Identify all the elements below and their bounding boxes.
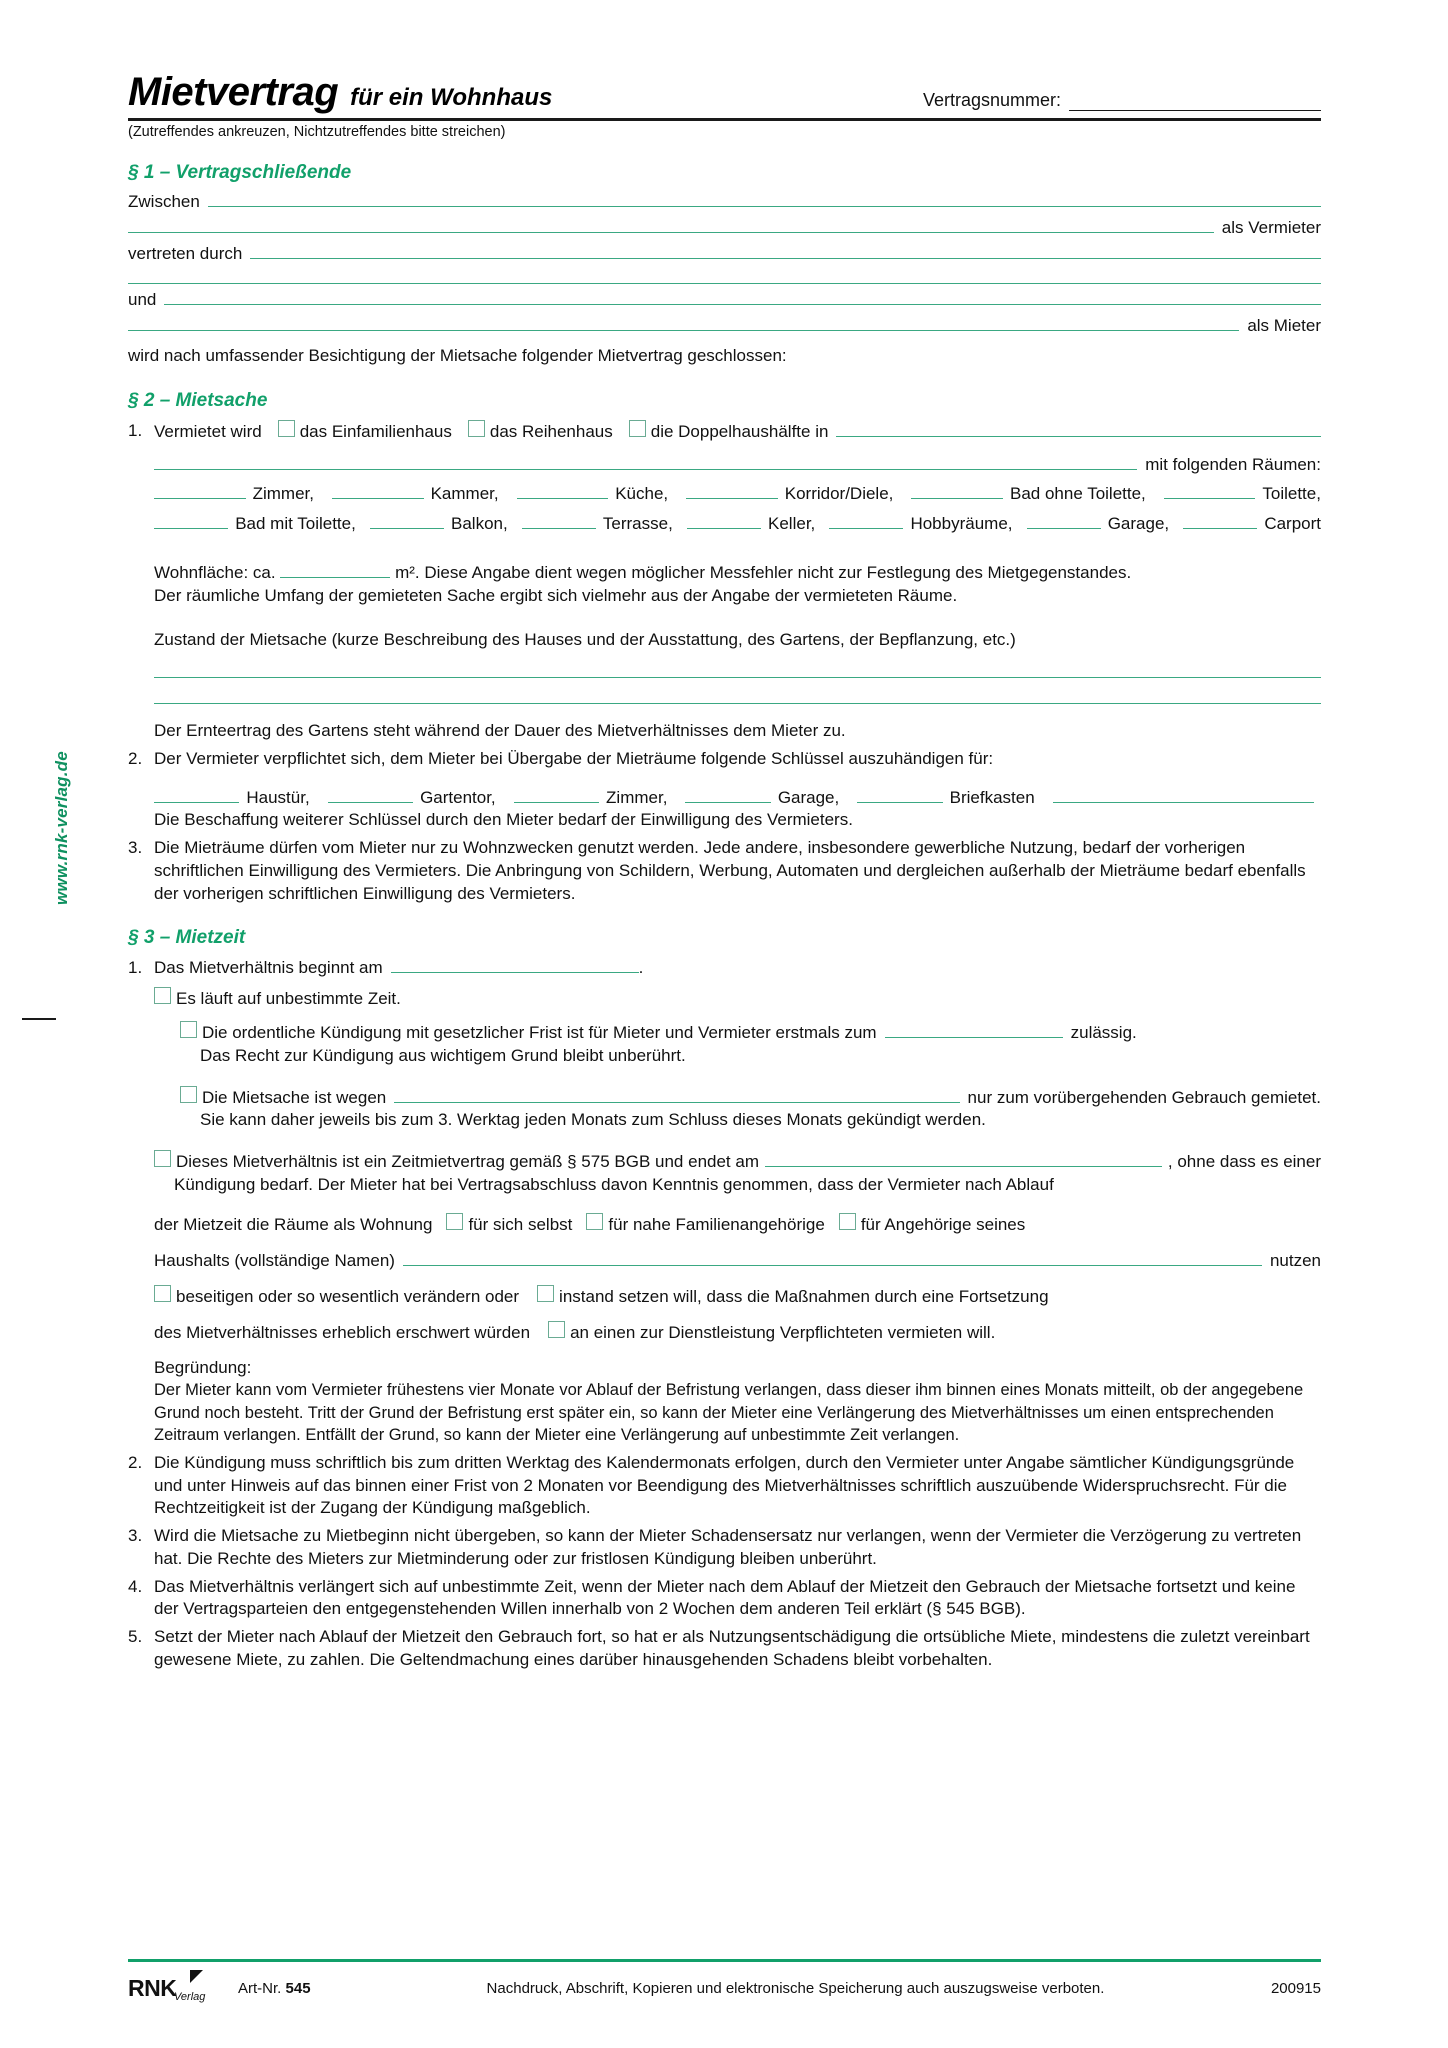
mieter-input[interactable] xyxy=(128,317,1239,331)
s3-item-4 xyxy=(128,1576,1321,1622)
room-kammer-label: Kammer, xyxy=(430,484,499,504)
beginnt-am-label: Das Mietverhältnis beginnt am xyxy=(154,958,383,978)
room-keller-label: Keller, xyxy=(768,514,816,534)
begruendung-label: Begründung: xyxy=(154,1357,252,1377)
room-terrasse[interactable] xyxy=(508,513,673,536)
header-note: (Zutreffendes ankreuzen, Nichtzutreffendes bitte streichen) xyxy=(128,124,506,140)
room-zimmer-label: Zimmer, xyxy=(252,484,314,504)
checkbox-ordentliche-kuendigung[interactable] xyxy=(180,1021,197,1038)
label-voruebergehend-lead: Die Mietsache ist wegen xyxy=(202,1087,387,1107)
s3-item-5-text: Setzt der Mieter nach Ablauf der Mietzeit den Gebrauch fort, so hat er als Nutzungsentschädigung die ortsübliche Miete, mindestens die zuletzt vereinbart gewesene Miete, zu zahlen. Die Geltendmachung eines darüber hinausgehenden Schadens bleibt vorbehalten. xyxy=(154,1627,1310,1669)
vertreten-durch-label: vertreten durch xyxy=(128,244,243,263)
label-haushalts-nutzen: nutzen xyxy=(1269,1251,1321,1271)
key-garage-label: Garage, xyxy=(777,787,840,807)
s2-item-3 xyxy=(128,837,1321,905)
vertreten-durch-input-2[interactable] xyxy=(128,270,1321,284)
article-number xyxy=(238,1980,311,1997)
publisher-logo xyxy=(128,1975,228,2002)
room-kammer[interactable] xyxy=(314,483,499,506)
und-label: und xyxy=(128,290,157,309)
room-carport[interactable] xyxy=(1169,513,1321,536)
wohnflaeche-input[interactable] xyxy=(280,564,390,578)
checkbox-dienstleistung-verpflichtete[interactable] xyxy=(548,1321,565,1338)
header-divider xyxy=(128,118,1321,121)
label-einfamilienhaus: das Einfamilienhaus xyxy=(299,421,452,441)
s2-item-1-number: 1. xyxy=(128,420,143,440)
wohnflaeche-row xyxy=(154,562,1321,585)
label-ordentliche-kuendigung: Die ordentliche Kündigung mit gesetzlicher Frist ist für Mieter und Vermieter erstmals zum xyxy=(202,1023,877,1043)
unbestimmte-zeit-row xyxy=(154,987,1321,1011)
s3-item-2 xyxy=(128,1452,1321,1520)
key-zimmer[interactable] xyxy=(496,787,668,810)
room-korridor-label: Korridor/Diele, xyxy=(784,484,894,504)
contract-number-field[interactable] xyxy=(923,90,1321,115)
s3-item-1-number: 1. xyxy=(128,958,143,978)
checkbox-zeitmietvertrag[interactable] xyxy=(154,1150,171,1167)
beseitigen-row xyxy=(154,1285,1321,1309)
contract-number-label: Vertragsnummer: xyxy=(922,90,1061,110)
zeitmietvertrag-input[interactable] xyxy=(765,1153,1162,1167)
ordentliche-kuendigung-row xyxy=(180,1021,1321,1045)
haushalts-namen-input[interactable] xyxy=(403,1252,1262,1266)
wohnflaeche-line2: Der räumliche Umfang der gemieteten Sache ergibt sich vielmehr aus der Angabe der vermieteten Räume. xyxy=(154,585,958,605)
zwischen-row xyxy=(128,192,1321,212)
room-bad-mit-toilette-label: Bad mit Toilette, xyxy=(235,514,356,534)
mit-raeumen-label: mit folgenden Räumen: xyxy=(1145,454,1321,474)
checkbox-familienangehoerige[interactable] xyxy=(586,1213,603,1230)
zeitmietvertrag-line2: Kündigung bedarf. Der Mieter hat bei Vertragsabschluss davon Kenntnis genommen, dass der Vermieter nach Ablauf xyxy=(174,1174,1054,1194)
raeume-row xyxy=(154,454,1321,477)
als-mieter-row xyxy=(128,316,1321,336)
schluessel-note: Die Beschaffung weiterer Schlüssel durch den Mieter bedarf der Einwilligung des Vermieters. xyxy=(154,810,853,830)
page-subtitle: für ein Wohnhaus xyxy=(350,84,553,111)
vertreten-durch-row-2 xyxy=(128,270,1321,284)
wohnflaeche-unit: m² xyxy=(395,562,415,582)
voruebergehend-row xyxy=(180,1086,1321,1110)
article-number-label: Art-Nr. xyxy=(238,1980,282,1997)
vermietet-wird-row xyxy=(154,420,1321,444)
room-bad-ohne-toilette-label: Bad ohne Toilette, xyxy=(1009,484,1146,504)
key-extra[interactable] xyxy=(1035,789,1321,803)
ordentliche-kuendigung-input[interactable] xyxy=(885,1024,1063,1038)
room-carport-label: Carport xyxy=(1264,514,1322,534)
section-heading-1: § 1 – Vertragschließende xyxy=(128,162,352,183)
contract-closing-text: wird nach umfassender Besichtigung der Mietsache folgender Mietvertrag geschlossen: xyxy=(128,346,787,365)
voruebergehend-input[interactable] xyxy=(394,1089,959,1103)
room-toilette[interactable] xyxy=(1146,483,1321,506)
s3-item-3-number: 3. xyxy=(128,1526,143,1546)
checkbox-einfamilienhaus[interactable] xyxy=(278,420,295,437)
und-row xyxy=(128,290,1321,310)
publisher-url-vertical: www.rnk-verlag.de xyxy=(52,751,71,905)
s2-item-3-number: 3. xyxy=(128,838,143,858)
room-balkon-label: Balkon, xyxy=(451,514,508,534)
s3-item-4-text: Das Mietverhältnis verlängert sich auf unbestimmte Zeit, wenn der Mieter nach dem Ablauf der Mietzeit den Gebrauch der Mietsache fortsetzt und keine der Vertragsparteien den entgegenstehenden Willen innerhalb von 2 Wochen dem anderen Teil erklärt (§ 545 BGB). xyxy=(154,1576,1296,1619)
erschwert-row xyxy=(154,1321,1321,1345)
begruendung-paragraph: Der Mieter kann vom Vermieter frühestens vier Monate vor Ablauf der Befristung verlangen, dass dieser ihm binnen eines Monats mitteilt, ob der angegebene Grund noch besteht. Tritt der Grund der Befristung erst später ein, so kann der Mieter eine Verlängerung des Mietverhältnisses um einen entsprechenden Zeitraum verlangen. Entfällt der Grund, so kann der Mieter eine Verlängerung auf unbestimmte Zeit verlangen. xyxy=(154,1381,1304,1445)
checkbox-reihenhaus[interactable] xyxy=(468,420,485,437)
zwischen-label: Zwischen xyxy=(128,192,200,211)
checkbox-angehoerige-haushalt[interactable] xyxy=(839,1213,856,1230)
raeume-input[interactable] xyxy=(154,456,1137,470)
s3-item-2-text: Die Kündigung muss schriftlich bis zum dritten Werktag des Kalendermonats erfolgen, durch den Vermieter unter Angabe sämtlicher Kündigungsgründe und unter Hinweis auf das binnen einer Frist von 2 Monaten vor Beendigung des Mietverhältnisses schriftlich auszuübende Widerspruchsrecht. Für die Rechtzeitigkeit ist der Zugang der Kündigung maßgeblich. xyxy=(154,1452,1295,1518)
label-familienangehoerige: für nahe Familienangehörige xyxy=(608,1214,825,1234)
document-footer xyxy=(128,1975,1321,2002)
side-tick-mark xyxy=(22,1018,56,1020)
room-bad-ohne-toilette[interactable] xyxy=(893,483,1145,506)
label-dienstleistung-verpflichtete: an einen zur Dienstleistung Verpflichteten vermieten will. xyxy=(570,1322,996,1342)
zustand-row-2 xyxy=(154,690,1321,704)
s3-item-3 xyxy=(128,1525,1321,1571)
s3-item-4-number: 4. xyxy=(128,1576,143,1596)
zustand-label: Zustand der Mietsache (kurze Beschreibung des Hauses und der Ausstattung, des Gartens, der Bepflanzung, etc.) xyxy=(154,630,1016,650)
s3-item-5 xyxy=(128,1626,1321,1672)
key-briefkasten[interactable] xyxy=(839,787,1034,810)
schluessel-text: Der Vermieter verpflichtet sich, dem Mieter bei Übergabe der Mieträume folgende Schlüssel auszuhändigen für: xyxy=(154,748,994,768)
title-block xyxy=(128,70,552,115)
form-code: 200915 xyxy=(1270,1980,1321,1997)
room-terrasse-label: Terrasse, xyxy=(602,514,673,534)
wohnflaeche-label: Wohnfläche: ca. xyxy=(154,562,276,582)
room-hobbyraeume[interactable] xyxy=(815,513,1012,536)
article-number-value: 545 xyxy=(285,1980,311,1997)
label-unbestimmte-zeit: Es läuft auf unbestimmte Zeit. xyxy=(176,989,401,1009)
room-balkon[interactable] xyxy=(356,513,508,536)
vermieter-input[interactable] xyxy=(128,219,1214,233)
als-mieter-label: als Mieter xyxy=(1247,316,1321,335)
zwischen-input[interactable] xyxy=(208,193,1321,207)
zustand-row-1 xyxy=(154,664,1321,678)
ordentliche-kuendigung-line2: Das Recht zur Kündigung aus wichtigem Grund bleibt unberührt. xyxy=(200,1045,686,1065)
als-vermieter-label: als Vermieter xyxy=(1221,218,1321,237)
copyright-notice: Nachdruck, Abschrift, Kopieren und elektronische Speicherung auch auszugsweise verboten. xyxy=(486,1980,1105,1997)
room-garage[interactable] xyxy=(1013,513,1170,536)
s2-item-2 xyxy=(128,748,1321,832)
room-garage-label: Garage, xyxy=(1107,514,1170,534)
label-reihenhaus: das Reihenhaus xyxy=(489,421,613,441)
s3-item-1 xyxy=(128,957,1321,1446)
vermietet-wird-label: Vermietet wird xyxy=(154,421,262,441)
label-erschwert: des Mietverhältnisses erheblich erschwert würden xyxy=(154,1322,531,1342)
room-toilette-label: Toilette, xyxy=(1262,484,1321,504)
room-keller[interactable] xyxy=(673,513,815,536)
label-angehoerige-haushalt: für Angehörige seines xyxy=(860,1214,1026,1234)
label-haushalts-namen: Haushalts (vollständige Namen) xyxy=(154,1251,395,1271)
doppelhaushaelfte-input[interactable] xyxy=(836,423,1321,437)
checkbox-beseitigen[interactable] xyxy=(154,1285,171,1302)
s2-item-3-text: Die Mieträume dürfen vom Mieter nur zu Wohnzwecken genutzt werden. Jede andere, insbesondere gewerbliche Nutzung, bedarf der vorherigen schriftlichen Einwilligung des Vermieters. Die Anbringung von Schildern, Werbung, Automaten und dergleichen außerhalb der Mieträume bedarf ebenfalls der vorherigen schriftlichen Einwilligung des Vermieters. xyxy=(154,838,1306,903)
beginnt-am-row xyxy=(154,957,1321,980)
document-content xyxy=(128,70,1321,1672)
label-zeitmietvertrag: Dieses Mietverhältnis ist ein Zeitmietvertrag gemäß § 575 BGB und endet am xyxy=(176,1152,759,1172)
s3-item-3-text: Wird die Mietsache zu Mietbeginn nicht übergeben, so kann der Mieter Schadensersatz nur verlangen, wenn der Vermieter die Verzögerung zu vertreten hat. Die Rechte des Mieters zur Mietminderung oder zur fristlosen Kündigung bleiben unberührt. xyxy=(154,1526,1302,1568)
zustand-input-1[interactable] xyxy=(154,664,1321,678)
label-raeume-wohnung: der Mietzeit die Räume als Wohnung xyxy=(154,1214,433,1234)
room-hobbyraeume-label: Hobbyräume, xyxy=(910,514,1013,534)
s2-item-2-number: 2. xyxy=(128,748,143,768)
page-title: Mietvertrag xyxy=(128,70,339,114)
voruebergehend-line2: Sie kann daher jeweils bis zum 3. Werktag jeden Monats zum Schluss dieses Monats gekündigt werden. xyxy=(200,1110,986,1130)
key-briefkasten-label: Briefkasten xyxy=(949,787,1035,807)
label-ordentliche-zulaessig: zulässig. xyxy=(1070,1023,1137,1043)
keys-row xyxy=(154,787,1321,810)
rooms-row-1 xyxy=(154,483,1321,506)
label-instand-setzen: instand setzen will, dass die Maßnahmen durch eine Fortsetzung xyxy=(559,1287,1049,1307)
rooms-row-2 xyxy=(154,513,1321,536)
label-voruebergehend-tail: nur zum vorübergehenden Gebrauch gemietet. xyxy=(967,1087,1321,1107)
key-gartentor[interactable] xyxy=(310,787,496,810)
checkbox-fuer-sich-selbst[interactable] xyxy=(446,1213,463,1230)
beginnt-am-period: . xyxy=(638,958,644,978)
label-beseitigen: beseitigen oder so wesentlich verändern oder xyxy=(176,1287,520,1307)
checkbox-instand-setzen[interactable] xyxy=(537,1285,554,1302)
room-korridor[interactable] xyxy=(668,483,893,506)
triangle-icon xyxy=(190,1970,203,1983)
und-input[interactable] xyxy=(164,291,1321,305)
zustand-input-2[interactable] xyxy=(154,690,1321,704)
checkbox-voruebergehender-gebrauch[interactable] xyxy=(180,1086,197,1103)
section-heading-3: § 3 – Mietzeit xyxy=(128,927,246,949)
footer-divider xyxy=(128,1959,1321,1962)
haushalts-row xyxy=(154,1250,1321,1273)
wohnflaeche-tail: . Diese Angabe dient wegen möglicher Messfehler nicht zur Festlegung des Mietgegenstandes. xyxy=(414,562,1132,582)
document-header xyxy=(128,70,1321,115)
room-zimmer[interactable] xyxy=(154,483,314,506)
key-garage[interactable] xyxy=(667,787,839,810)
label-zeitmietvertrag-tail: , ohne dass es einer xyxy=(1167,1152,1321,1172)
vertreten-durch-input[interactable] xyxy=(250,245,1321,259)
raeume-wohnung-row xyxy=(154,1213,1321,1237)
ernteertrag-text: Der Ernteertrag des Gartens steht während der Dauer des Mietverhältnisses dem Mieter zu. xyxy=(154,721,846,741)
als-vermieter-row xyxy=(128,218,1321,238)
checkbox-unbestimmte-zeit[interactable] xyxy=(154,987,171,1004)
label-doppelhaushaelfte: die Doppelhaushälfte in xyxy=(650,421,829,441)
checkbox-doppelhaushaelfte[interactable] xyxy=(629,420,646,437)
key-haustuer-label: Haustür, xyxy=(246,787,310,807)
key-haustuer[interactable] xyxy=(154,787,310,810)
label-fuer-sich-selbst: für sich selbst xyxy=(468,1214,573,1234)
publisher-name: RNK xyxy=(128,1975,177,2001)
s3-item-2-number: 2. xyxy=(128,1452,143,1472)
publisher-sub: Verlag xyxy=(174,1991,206,2003)
zeitmietvertrag-row xyxy=(154,1150,1321,1174)
room-kueche[interactable] xyxy=(499,483,669,506)
room-kueche-label: Küche, xyxy=(615,484,669,504)
contract-number-input[interactable] xyxy=(1069,94,1321,111)
vertreten-durch-row xyxy=(128,244,1321,264)
section-heading-2: § 2 – Mietsache xyxy=(128,389,268,411)
s3-item-5-number: 5. xyxy=(128,1627,143,1647)
key-zimmer-label: Zimmer, xyxy=(606,787,668,807)
room-bad-mit-toilette[interactable] xyxy=(154,513,356,536)
s2-item-1 xyxy=(128,420,1321,743)
key-gartentor-label: Gartentor, xyxy=(420,787,496,807)
beginnt-am-input[interactable] xyxy=(391,959,639,973)
